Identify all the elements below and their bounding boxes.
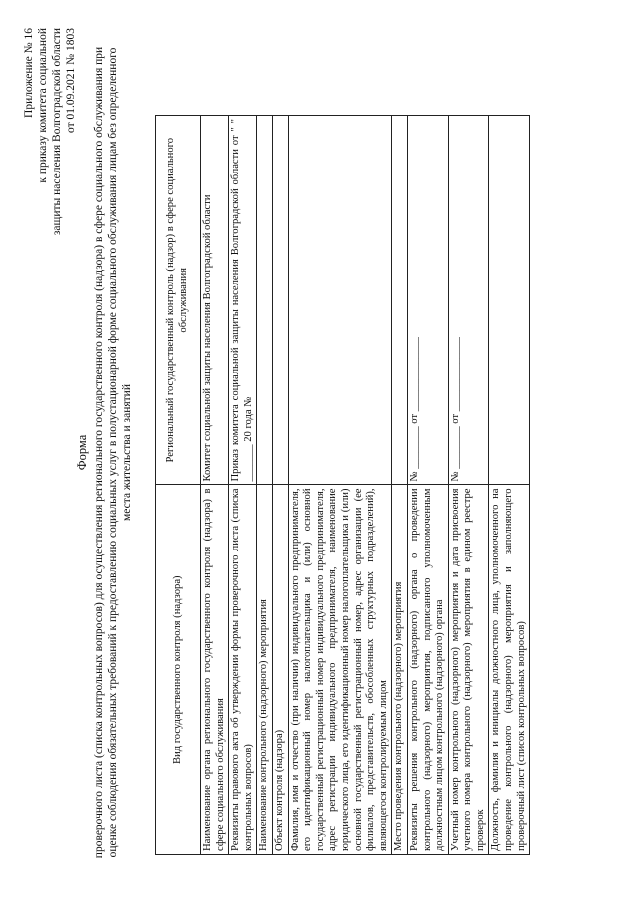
appendix-line-4: от 01.09.2021 № 1803 (65, 28, 77, 133)
header-control-type-value: Региональный государственный контроль (надзор) в сфере социального обслуживания (156, 116, 201, 486)
table-row (448, 116, 489, 855)
row-label: Учетный номер контрольного (надзорного) мероприятия и дата присвоения учетного номера контрольного (надзорного) мероприятия в едином реестре проверок (448, 485, 489, 855)
checklist-table (155, 115, 530, 855)
row-label: Наименование контрольного (надзорного) мероприятия (257, 485, 273, 855)
table-row (229, 116, 257, 855)
appendix-line-3: защиты населения Волгоградской области (51, 28, 63, 236)
table-row (257, 116, 273, 855)
row-label: Объект контроля (надзора) (272, 485, 288, 855)
row-label: Должность, фамилия и инициалы должностного лица, уполномоченного на проведение контрольного (надзорного) мероприятия и заполняющего проверочный лист (список контрольных вопросов) (489, 485, 530, 855)
row-value[interactable] (392, 116, 408, 486)
row-value: Комитет социальной защиты населения Волгоградской области (201, 116, 229, 486)
form-title: Форма (75, 434, 89, 471)
table-row (407, 116, 448, 855)
header-control-type: Вид государственного контроля (надзора) (156, 485, 201, 855)
row-value[interactable]: № ________ от ______________ (448, 116, 489, 486)
table-header-row (156, 116, 201, 855)
row-value: Приказ комитета социальной защиты населения Волгоградской области от " " _______ 20 года № (229, 116, 257, 486)
table-row (272, 116, 288, 855)
row-value[interactable]: № ________ от ______________ (407, 116, 448, 486)
row-label: Реквизиты правового акта об утверждении формы проверочного листа (списка контрольных вопросов) (229, 485, 257, 855)
table-row (489, 116, 530, 855)
table-row (392, 116, 408, 855)
row-value[interactable] (272, 116, 288, 486)
appendix-line-2: к приказу комитета социальной (37, 28, 49, 183)
table-row (288, 116, 392, 855)
row-label: Наименование органа регионального государственного контроля (надзора) в сфере социального обслуживания (201, 485, 229, 855)
row-value[interactable] (288, 116, 392, 486)
row-value[interactable] (257, 116, 273, 486)
table-row (201, 116, 229, 855)
appendix-block (22, 28, 78, 235)
form-subtitle: проверочного листа (списка контрольных вопросов) для осуществления регионального государственного контроля (надзора) в сфере социального обслуживания при оценке соблюдения обязательных требований к предоставлению социальных услуг в полустационарной форме социального обслуживания лицам без определенного места жительства и занятий (93, 46, 133, 859)
row-label: Фамилия, имя и отчество (при наличии) индивидуального предпринимателя, его идентификационный номер налогоплательщика и (или) основной государственный регистрационный номер индивидуального предпринимателя, адрес регистрации индивидуального предпринимателя, наименование юридического лица, его идентификационный номер налогоплательщика и (или) основной государственный регистрационный номер, адрес организации (ее филиалов, представительств, обособленных структурных подразделений), являющегося контролируемым лицом (288, 485, 392, 855)
row-value[interactable] (489, 116, 530, 486)
row-label: Реквизиты решения контрольного (надзорного) органа о проведении контрольного (надзорного) мероприятия, подписанного уполномоченным должностным лицом контрольного (надзорного) органа (407, 485, 448, 855)
row-label: Место проведения контрольного (надзорного) мероприятия (392, 485, 408, 855)
appendix-line-1: Приложение № 16 (23, 28, 35, 118)
